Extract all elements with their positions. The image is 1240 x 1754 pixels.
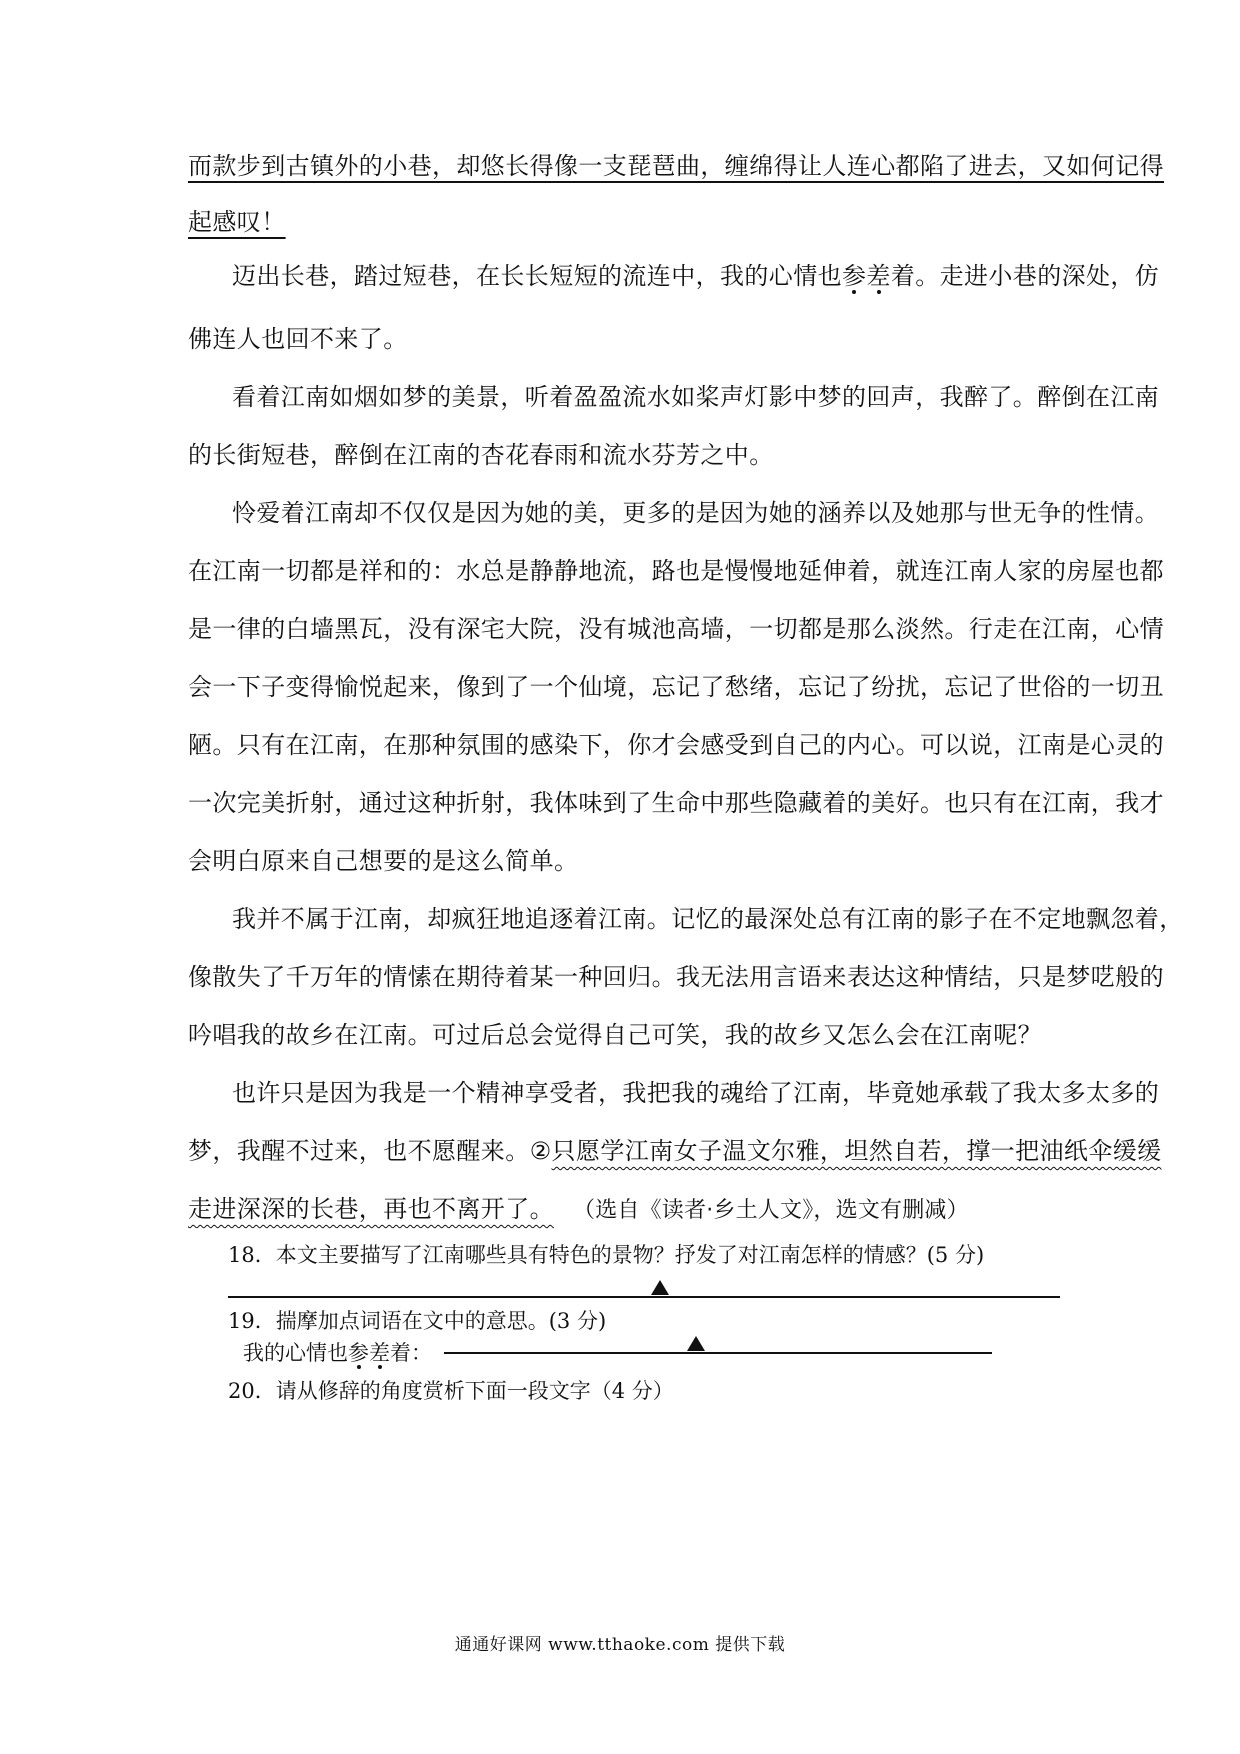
emphasized-character: 参 xyxy=(842,262,867,290)
passage-line: 会一下子变得愉悦起来，像到了一个仙境，忘记了愁绪，忘记了纷扰，忘记了世俗的一切丑 xyxy=(188,673,1164,701)
question-19: 19．揣摩加点词语在文中的意思。(3 分) xyxy=(228,1309,607,1333)
passage-text: 着。走进小巷的深处，仿 xyxy=(890,262,1160,290)
passage-text: 迈出长巷，踏过短巷，在长长短短的流连中，我的心情也 xyxy=(232,262,842,290)
passage-line: 会明白原来自己想要的是这么简单。 xyxy=(188,847,579,875)
passage-line xyxy=(188,1190,1060,1228)
question-18: 18．本文主要描写了江南哪些具有特色的景物？抒发了对江南怎样的情感？(5 分) xyxy=(228,1243,985,1267)
emphasized-character: 差 xyxy=(866,262,891,290)
passage-line: 在江南一切都是祥和的：水总是静静地流，路也是慢慢地延伸着，就连江南人家的房屋也都 xyxy=(188,557,1164,585)
passage-line xyxy=(188,1132,1162,1170)
answer-line-q19[interactable] xyxy=(444,1352,992,1354)
passage-text: 梦，我醒不过来，也不愿醒来。② xyxy=(188,1137,552,1165)
passage-line xyxy=(232,257,1160,295)
passage-line: 的长街短巷，醉倒在江南的杏花春雨和流水芬芳之中。 xyxy=(188,441,774,469)
question-19-prompt xyxy=(243,1338,432,1368)
underlined-text: 起感叹！ xyxy=(188,208,286,236)
passage-line: 吟唱我的故乡在江南。可过后总会觉得自己可笑，我的故乡又怎么会在江南呢？ xyxy=(188,1021,1042,1049)
answer-line-q18[interactable] xyxy=(228,1296,1060,1298)
page-footer: 通通好课网 www.tthaoke.com 提供下载 xyxy=(454,1635,786,1655)
source-citation: （选自《读者·乡土人文》，选文有删减） xyxy=(584,1198,969,1223)
passage-line: 一次完美折射，通过这种折射，我体味到了生命中那些隐藏着的美好。也只有在江南，我才 xyxy=(188,789,1164,817)
prompt-text: 着： xyxy=(390,1341,432,1365)
question-20: 20．请从修辞的角度赏析下面一段文字（4 分） xyxy=(228,1379,674,1403)
passage-line: 佛连人也回不来了。 xyxy=(188,325,408,353)
emphasized-character: 差 xyxy=(369,1341,390,1365)
passage-line: 也许只是因为我是一个精神享受者，我把我的魂给了江南，毕竟她承载了我太多太多的 xyxy=(232,1079,1160,1107)
passage-line: 是一律的白墙黑瓦，没有深宅大院，没有城池高墙，一切都是那么淡然。行走在江南，心情 xyxy=(188,615,1164,643)
wavy-underlined-text: 走进深深的长巷，再也不离开了。 xyxy=(188,1195,554,1223)
passage-line xyxy=(188,203,1060,241)
passage-line: 怜爱着江南却不仅仅是因为她的美，更多的是因为她的涵养以及她那与世无争的性情。 xyxy=(232,499,1160,527)
triangle-marker-icon xyxy=(687,1336,705,1351)
triangle-marker-icon xyxy=(651,1280,669,1295)
passage-line: 看着江南如烟如梦的美景，听着盈盈流水如桨声灯影中梦的回声，我醉了。醉倒在江南 xyxy=(232,383,1160,411)
wavy-underlined-text: 只愿学江南女子温文尔雅，坦然自若，撑一把油纸伞缓缓 xyxy=(551,1137,1162,1165)
passage-line: 像散失了千万年的情愫在期待着某一种回归。我无法用言语来表达这种情结，只是梦呓般的 xyxy=(188,963,1164,991)
passage-line: 陋。只有在江南，在那种氛围的感染下，你才会感受到自己的内心。可以说，江南是心灵的 xyxy=(188,731,1164,759)
prompt-text: 我的心情也 xyxy=(243,1341,348,1365)
passage-line: 而款步到古镇外的小巷，却悠长得像一支琵琶曲，缠绵得让人连心都陷了进去，又如何记得 xyxy=(188,152,1164,180)
passage-line: 我并不属于江南，却疯狂地追逐着江南。记忆的最深处总有江南的影子在不定地飘忽着， xyxy=(232,905,1184,933)
emphasized-character: 参 xyxy=(348,1341,369,1365)
